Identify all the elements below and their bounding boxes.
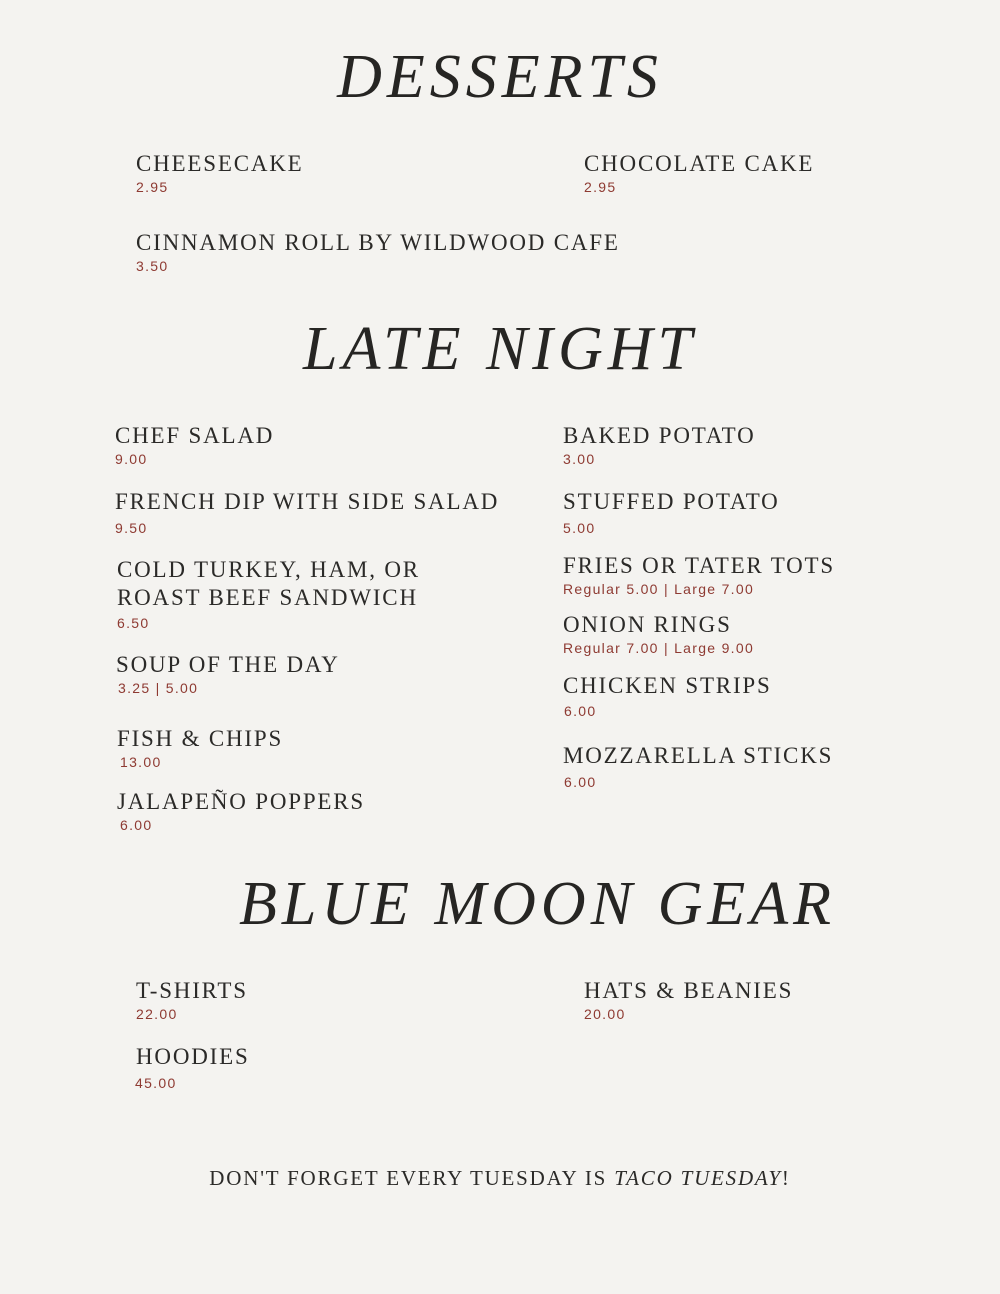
menu-item xyxy=(563,488,780,537)
menu-item xyxy=(563,672,772,720)
late-night-heading: LATE NIGHT xyxy=(303,315,697,383)
item-price: Regular 5.00 | Large 7.00 xyxy=(563,581,755,597)
menu-item xyxy=(117,788,365,834)
item-name: HOODIES xyxy=(136,1044,250,1069)
taco-tuesday-footer xyxy=(0,1166,1000,1191)
item-price: 6.00 xyxy=(564,774,597,790)
item-name: CINNAMON ROLL BY WILDWOOD CAFE xyxy=(136,230,620,255)
item-name: COLD TURKEY, HAM, OR ROAST BEEF SANDWICH xyxy=(117,557,420,610)
footer-suffix: ! xyxy=(781,1166,791,1190)
item-name: BAKED POTATO xyxy=(563,423,756,448)
item-price: 45.00 xyxy=(135,1075,177,1091)
item-price: 3.25 | 5.00 xyxy=(118,680,199,696)
menu-item xyxy=(563,422,755,468)
item-name: FRENCH DIP WITH SIDE SALAD xyxy=(115,489,500,514)
menu-item xyxy=(116,651,340,697)
item-price: 2.95 xyxy=(136,179,169,195)
desserts-heading: DESSERTS xyxy=(337,43,663,111)
item-name: CHICKEN STRIPS xyxy=(563,673,772,698)
menu-item xyxy=(584,977,793,1023)
item-name: SOUP OF THE DAY xyxy=(116,652,340,677)
item-price: 6.50 xyxy=(117,615,150,631)
item-price: Regular 7.00 | Large 9.00 xyxy=(563,640,755,656)
item-price: 2.95 xyxy=(584,179,617,195)
item-name: STUFFED POTATO xyxy=(563,489,780,514)
menu-item xyxy=(117,556,507,632)
item-price: 3.00 xyxy=(563,451,596,467)
menu-item xyxy=(584,150,814,196)
item-price: 13.00 xyxy=(120,754,162,770)
item-name: MOZZARELLA STICKS xyxy=(563,743,834,768)
menu-item xyxy=(136,150,304,196)
item-name: FISH & CHIPS xyxy=(117,726,284,751)
menu-item xyxy=(117,725,283,771)
item-name: HATS & BEANIES xyxy=(584,978,794,1003)
item-price: 22.00 xyxy=(136,1006,178,1022)
item-name: CHEESECAKE xyxy=(136,151,304,176)
menu-item xyxy=(563,611,754,657)
menu-item xyxy=(563,742,833,791)
menu-item xyxy=(136,1043,250,1092)
menu-item xyxy=(136,229,620,275)
menu-item xyxy=(563,552,835,598)
item-price: 9.00 xyxy=(115,451,148,467)
item-price: 6.00 xyxy=(120,817,153,833)
item-name: T-SHIRTS xyxy=(136,978,248,1003)
menu-item xyxy=(136,977,248,1023)
item-price: 5.00 xyxy=(563,520,596,536)
item-price: 3.50 xyxy=(136,258,169,274)
item-price: 6.00 xyxy=(564,703,597,719)
item-price: 20.00 xyxy=(584,1006,626,1022)
item-name: CHOCOLATE CAKE xyxy=(584,151,815,176)
item-name: JALAPEÑO POPPERS xyxy=(117,789,365,814)
item-price: 9.50 xyxy=(115,520,148,536)
item-name: FRIES OR TATER TOTS xyxy=(563,553,835,578)
item-name: ONION RINGS xyxy=(563,612,732,637)
menu-item xyxy=(115,488,499,537)
gear-heading: BLUE MOON GEAR xyxy=(239,870,836,938)
menu-item xyxy=(115,422,274,468)
footer-emphasis: TACO TUESDAY xyxy=(614,1166,782,1190)
footer-prefix: DON'T FORGET EVERY TUESDAY IS xyxy=(209,1166,615,1190)
item-name: CHEF SALAD xyxy=(115,423,275,448)
